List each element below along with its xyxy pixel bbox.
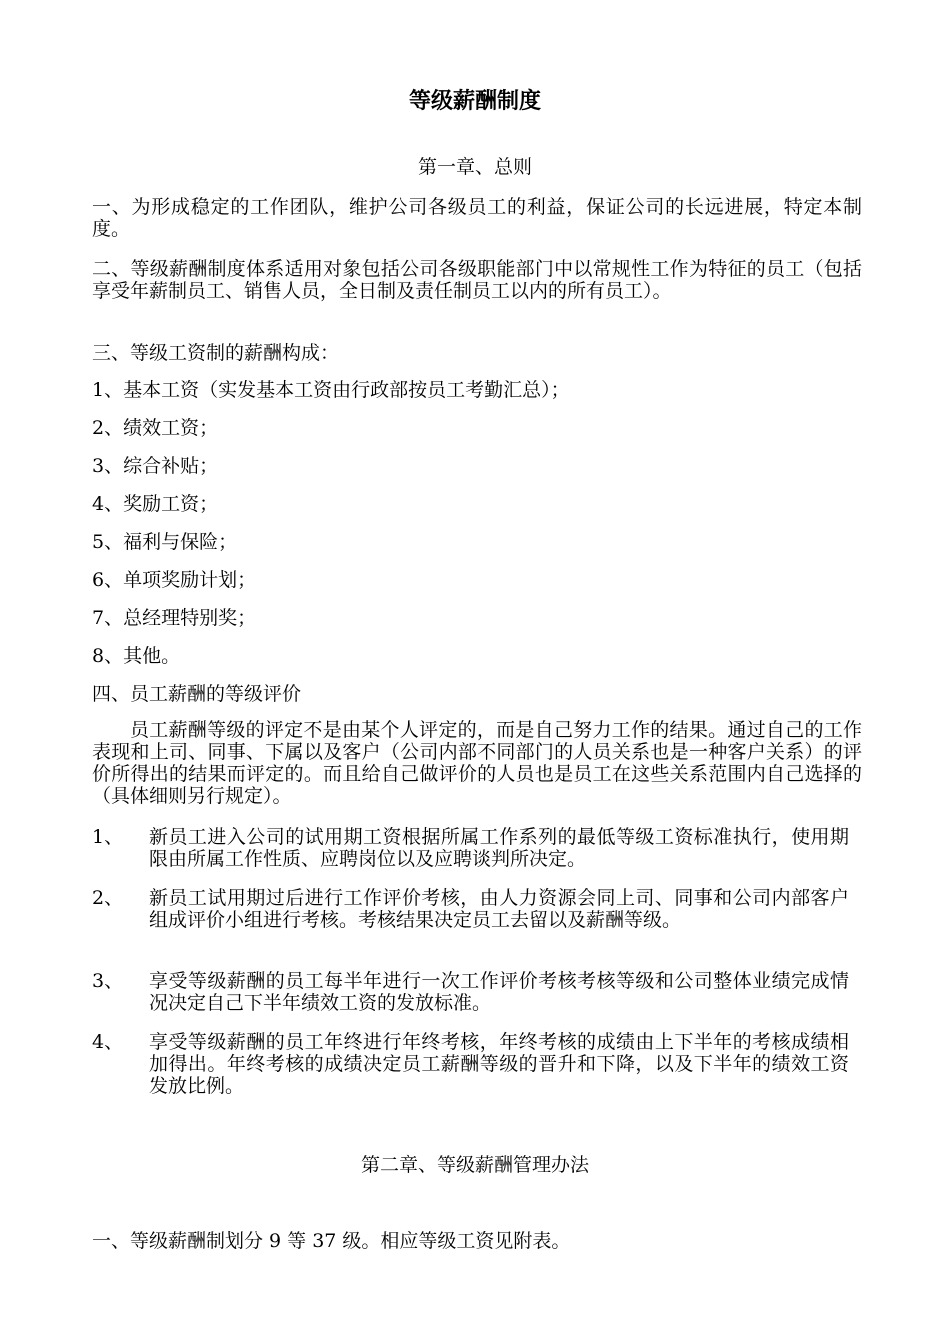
- item-number: 3、: [92, 970, 124, 992]
- list-item: 3、综合补贴；: [92, 455, 219, 477]
- item-text: 新员工试用期过后进行工作评价考核，由人力资源会同上司、同事和公司内部客户组成评价小组进行考核。考核结果决定员工去留以及薪酬等级。: [149, 887, 849, 931]
- paragraph-grades: 一、等级薪酬制划分 9 等 37 级。相应等级工资见附表。: [92, 1230, 571, 1252]
- list-item: 5、福利与保险；: [92, 531, 238, 553]
- paragraph-scope: 二、等级薪酬制度体系适用对象包括公司各级职能部门中以常规性工作为特征的员工（包括享受年薪制员工、销售人员，全日制及责任制员工以内的所有员工）。: [92, 258, 862, 302]
- list-item: 2、绩效工资；: [92, 417, 219, 439]
- list-item: 8、其他。: [92, 645, 181, 667]
- section-heading-evaluation: 四、员工薪酬的等级评价: [92, 683, 302, 705]
- item-text: 新员工进入公司的试用期工资根据所属工作系列的最低等级工资标准执行，使用期限由所属工作性质、应聘岗位以及应聘谈判所决定。: [149, 826, 849, 870]
- item-text: 享受等级薪酬的员工每半年进行一次工作评价考核考核等级和公司整体业绩完成情况决定自己下半年绩效工资的发放标准。: [149, 970, 849, 1014]
- item-number: 2、: [92, 887, 124, 909]
- item-number: 1、: [92, 826, 124, 848]
- list-item: 1、基本工资（实发基本工资由行政部按员工考勤汇总）；: [92, 379, 570, 401]
- list-item: 4、奖励工资；: [92, 493, 219, 515]
- item-text: 享受等级薪酬的员工年终进行年终考核，年终考核的成绩由上下半年的考核成绩相加得出。年终考核的成绩决定员工薪酬等级的晋升和下降，以及下半年的绩效工资发放比例。: [149, 1031, 849, 1097]
- paragraph-composition: 三、等级工资制的薪酬构成：: [92, 342, 340, 364]
- chapter-1-heading: 第一章、总则: [417, 156, 532, 178]
- list-item: 7、总经理特别奖；: [92, 607, 257, 629]
- paragraph-purpose: 一、为形成稳定的工作团队，维护公司各级员工的利益，保证公司的长远进展，特定本制度。: [92, 196, 862, 240]
- numbered-item: [92, 1031, 862, 1097]
- paragraph-evaluation: 员工薪酬等级的评定不是由某个人评定的，而是自己努力工作的结果。通过自己的工作表现和上司、同事、下属以及客户（公司内部不同部门的人员关系也是一种客户关系）的评价所得出的结果而评定的。而且给自己做评价的人员也是员工在这些关系范围内自己选择的（具体细则另行规定）。: [92, 719, 862, 807]
- numbered-item: [92, 826, 862, 870]
- document-title: 等级薪酬制度: [408, 89, 541, 114]
- numbered-item: [92, 887, 862, 931]
- item-number: 4、: [92, 1031, 124, 1053]
- chapter-2-heading: 第二章、等级薪酬管理办法: [360, 1154, 589, 1176]
- numbered-item: [92, 970, 862, 1014]
- list-item: 6、单项奖励计划；: [92, 569, 257, 591]
